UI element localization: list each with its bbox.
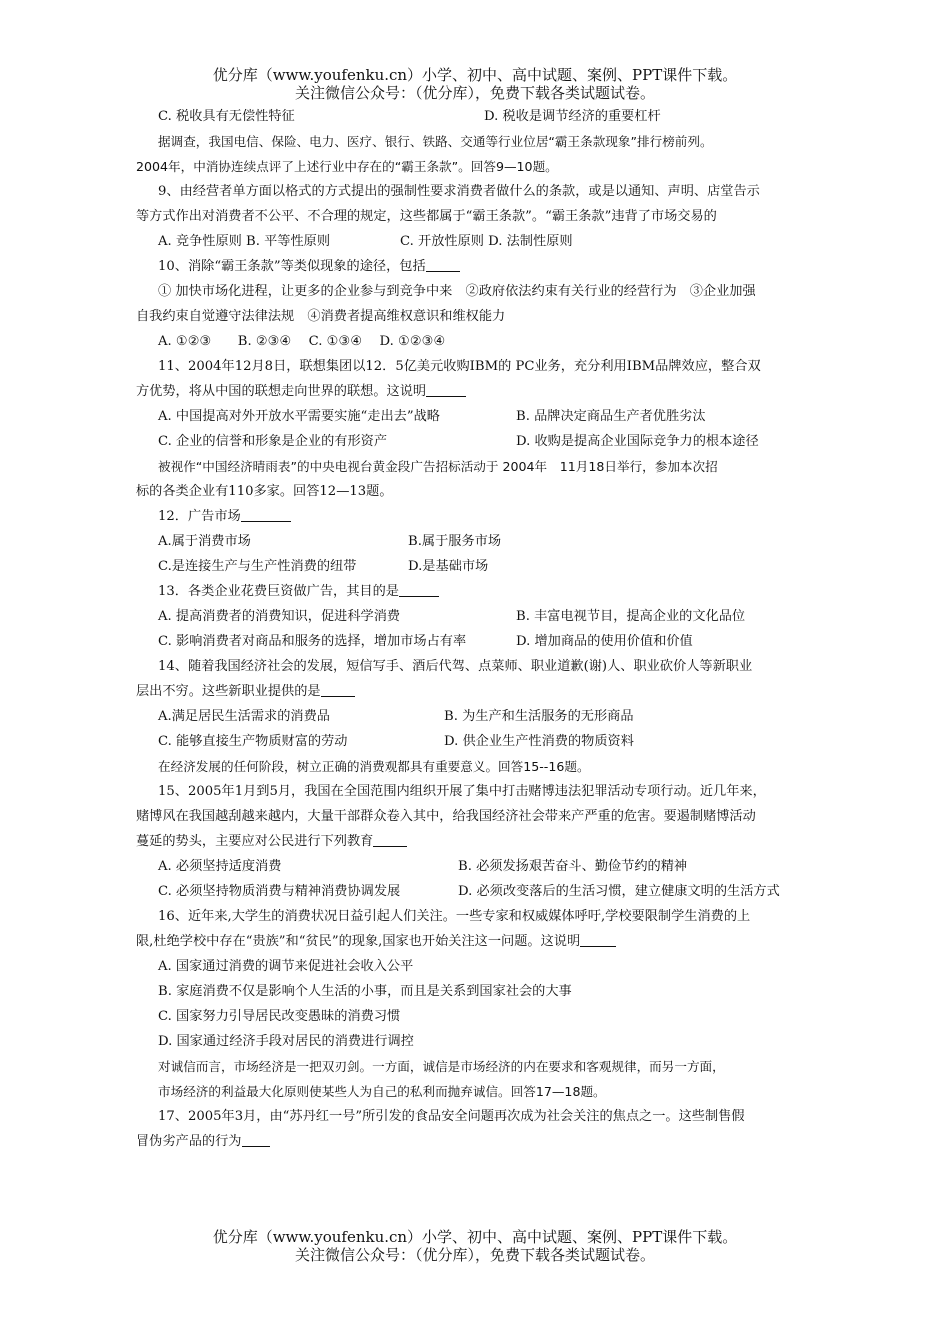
q15-option-d: D. 必须改变落后的生活习惯，建立健康文明的生活方式 <box>458 884 780 899</box>
q15-stem-line-2: 赌博风在我国越刮越来越内，大量干部群众卷入其中，给我国经济社会带来产严重的危害。要遏制赌博活动 <box>136 809 756 824</box>
page-footer <box>0 1228 950 1264</box>
q14-option-a: A.满足居民生活需求的消费品 <box>158 709 330 724</box>
q10-options: A. ①②③ B. ②③④ C. ①③④ D. ①②③④ <box>158 334 446 349</box>
q11-option-d: D. 收购是提高企业国际竞争力的根本途径 <box>516 434 759 449</box>
q12-stem <box>136 504 826 529</box>
intro-17-18-line-1: 对诚信而言，市场经济是一把双刃剑。一方面，诚信是市场经济的内在要求和客观规律，而另一方面， <box>158 1059 725 1074</box>
intro-12-13-line-2: 标的各类企业有110多家。回答12—13题。 <box>136 484 393 499</box>
q8-option-d: D. 税收是调节经济的重要杠杆 <box>484 109 661 124</box>
q16-stem-text: 限,杜绝学校中存在“贵族”和“贫民”的现象,国家也开始关注这一问题。这说明 <box>136 934 581 949</box>
answer-blank <box>321 682 355 697</box>
q12-stem-text: 12．广告市场 <box>158 509 241 524</box>
q14-stem-line-1: 14、随着我国经济社会的发展，短信写手、酒后代驾、点菜师、职业道歉(谢)人、职业砍价人等新职业 <box>158 659 753 674</box>
intro-12-13-line-1: 被视作“中国经济晴雨表”的中央电视台黄金段广告招标活动于 2004年 11月18日举行，参加本次招 <box>158 459 718 474</box>
q16-option-a: A. 国家通过消费的调节来促进社会收入公平 <box>158 959 414 974</box>
q16-stem-line-1: 16、近年来,大学生的消费状况日益引起人们关注。一些专家和权威媒体呼吁,学校要限制学生消费的上 <box>158 909 751 924</box>
q13-option-c: C. 影响消费者对商品和服务的选择，增加市场占有率 <box>158 634 467 649</box>
intro-9-10-line-1: 据调查，我国电信、保险、电力、医疗、银行、铁路、交通等行业位居“霸王条款现象”排行榜前列。 <box>158 134 713 149</box>
q11-option-b: B. 品牌决定商品生产者优胜劣汰 <box>516 409 706 424</box>
q12-option-d: D.是基础市场 <box>408 559 489 574</box>
q11-stem-line-1: 11、2004年12月8日，联想集团以12．5亿美元收购IBM的 PC业务，充分利用IBM品牌效应，整合双 <box>158 359 761 374</box>
q9-stem-line-1: 9、由经营者单方面以格式的方式提出的强制性要求消费者做什么的条款，或是以通知、声明、店堂告示 <box>158 184 760 199</box>
q8-options-cd <box>136 104 826 129</box>
q13-options-cd <box>136 629 826 654</box>
q17-stem-text: 冒伪劣产品的行为 <box>136 1134 242 1149</box>
q10-line-1: ① 加快市场化进程，让更多的企业参与到竞争中来 ②政府依法约束有关行业的经营行为 ③企业加强 <box>158 284 756 299</box>
header-line-2: 关注微信公众号：（优分库），免费下载各类试题试卷。 <box>294 84 655 102</box>
q13-stem-text: 13．各类企业花费巨资做广告，其目的是 <box>158 584 399 599</box>
answer-blank <box>241 507 291 522</box>
q15-stem-line-3 <box>136 829 826 854</box>
answer-blank <box>399 582 439 597</box>
q11-option-a: A. 中国提高对外开放水平需要实施“走出去”战略 <box>158 409 440 424</box>
q11-stem-line-2 <box>136 379 826 404</box>
q15-option-a: A. 必须坚持适度消费 <box>158 859 282 874</box>
q9-options <box>136 229 826 254</box>
q13-options-ab <box>136 604 826 629</box>
intro-17-18-line-2: 市场经济的利益最大化原则使某些人为自己的私利而抛弃诚信。回答17—18题。 <box>158 1084 606 1099</box>
q16-stem-line-2 <box>136 929 826 954</box>
answer-blank <box>373 832 407 847</box>
q12-options-ab <box>136 529 826 554</box>
footer-line-2: 关注微信公众号：（优分库），免费下载各类试题试卷。 <box>294 1246 655 1264</box>
q12-option-a: A.属于消费市场 <box>158 534 251 549</box>
q10-stem <box>136 254 826 279</box>
q16-option-b: B. 家庭消费不仅是影响个人生活的小事，而且是关系到国家社会的大事 <box>158 984 572 999</box>
q11-option-c: C. 企业的信誉和形象是企业的有形资产 <box>158 434 388 449</box>
q9-option-cd: C. 开放性原则 D. 法制性原则 <box>400 234 573 249</box>
q13-stem <box>136 579 826 604</box>
q14-stem-line-2 <box>136 679 826 704</box>
q14-option-b: B. 为生产和生活服务的无形商品 <box>444 709 634 724</box>
q12-options-cd <box>136 554 826 579</box>
footer-line-1: 优分库（www.youfenku.cn）小学、初中、高中试题、案例、PPT课件下载。 <box>212 1228 738 1246</box>
q15-option-b: B. 必须发扬艰苦奋斗、勤俭节约的精神 <box>458 859 688 874</box>
q13-option-d: D. 增加商品的使用价值和价值 <box>516 634 693 649</box>
q17-stem-line-2 <box>136 1129 826 1154</box>
q16-option-c: C. 国家努力引导居民改变愚昧的消费习惯 <box>158 1009 401 1024</box>
q11-options-ab <box>136 404 826 429</box>
q10-stem-text: 10、消除“霸王条款”等类似现象的途径，包括 <box>158 259 426 274</box>
page-header <box>0 66 950 102</box>
q14-stem-text: 层出不穷。这些新职业提供的是 <box>136 684 321 699</box>
answer-blank <box>426 257 460 272</box>
q8-option-c: C. 税收具有无偿性特征 <box>158 109 295 124</box>
q15-options-ab <box>136 854 826 879</box>
q15-options-cd <box>136 879 826 904</box>
q15-option-c: C. 必须坚持物质消费与精神消费协调发展 <box>158 884 401 899</box>
q9-option-ab: A. 竞争性原则 B. 平等性原则 <box>158 234 331 249</box>
q13-option-a: A. 提高消费者的消费知识，促进科学消费 <box>158 609 401 624</box>
q11-stem-text: 方优势，将从中国的联想走向世界的联想。这说明 <box>136 384 427 399</box>
q14-option-d: D. 供企业生产性消费的物质资料 <box>444 734 634 749</box>
q14-options-cd <box>136 729 826 754</box>
answer-blank <box>426 382 466 397</box>
intro-9-10-line-2: 2004年，中消协连续点评了上述行业中存在的“霸王条款”。回答9—10题。 <box>136 159 558 174</box>
q15-stem-line-1: 15、2005年1月到5月，我国在全国范围内组织开展了集中打击赌博违法犯罪活动专项行动。近几年来， <box>158 784 766 799</box>
q11-options-cd <box>136 429 826 454</box>
q14-option-c: C. 能够直接生产物质财富的劳动 <box>158 734 348 749</box>
q10-line-2: 自我约束自觉遵守法律法规 ④消费者提高维权意识和维权能力 <box>136 309 506 324</box>
q17-stem-line-1: 17、2005年3月，由“苏丹红一号”所引发的食品安全问题再次成为社会关注的焦点之一。这些制售假 <box>158 1109 745 1124</box>
q15-stem-text: 蔓延的势头，主要应对公民进行下列教育 <box>136 834 374 849</box>
q9-stem-line-2: 等方式作出对消费者不公平、不合理的规定，这些都属于“霸王条款”。“霸王条款”违背了市场交易的 <box>136 209 717 224</box>
answer-blank <box>580 932 616 947</box>
q12-option-c: C.是连接生产与生产性消费的纽带 <box>158 559 357 574</box>
q12-option-b: B.属于服务市场 <box>408 534 502 549</box>
answer-blank <box>242 1132 270 1147</box>
q14-options-ab <box>136 704 826 729</box>
q16-option-d: D. 国家通过经济手段对居民的消费进行调控 <box>158 1034 414 1049</box>
document-body <box>136 104 826 1154</box>
intro-15-16-line-1: 在经济发展的任何阶段，树立正确的消费观都具有重要意义。回答15--16题。 <box>158 759 590 774</box>
q13-option-b: B. 丰富电视节目，提高企业的文化品位 <box>516 609 746 624</box>
header-line-1: 优分库（www.youfenku.cn）小学、初中、高中试题、案例、PPT课件下载。 <box>212 66 738 84</box>
